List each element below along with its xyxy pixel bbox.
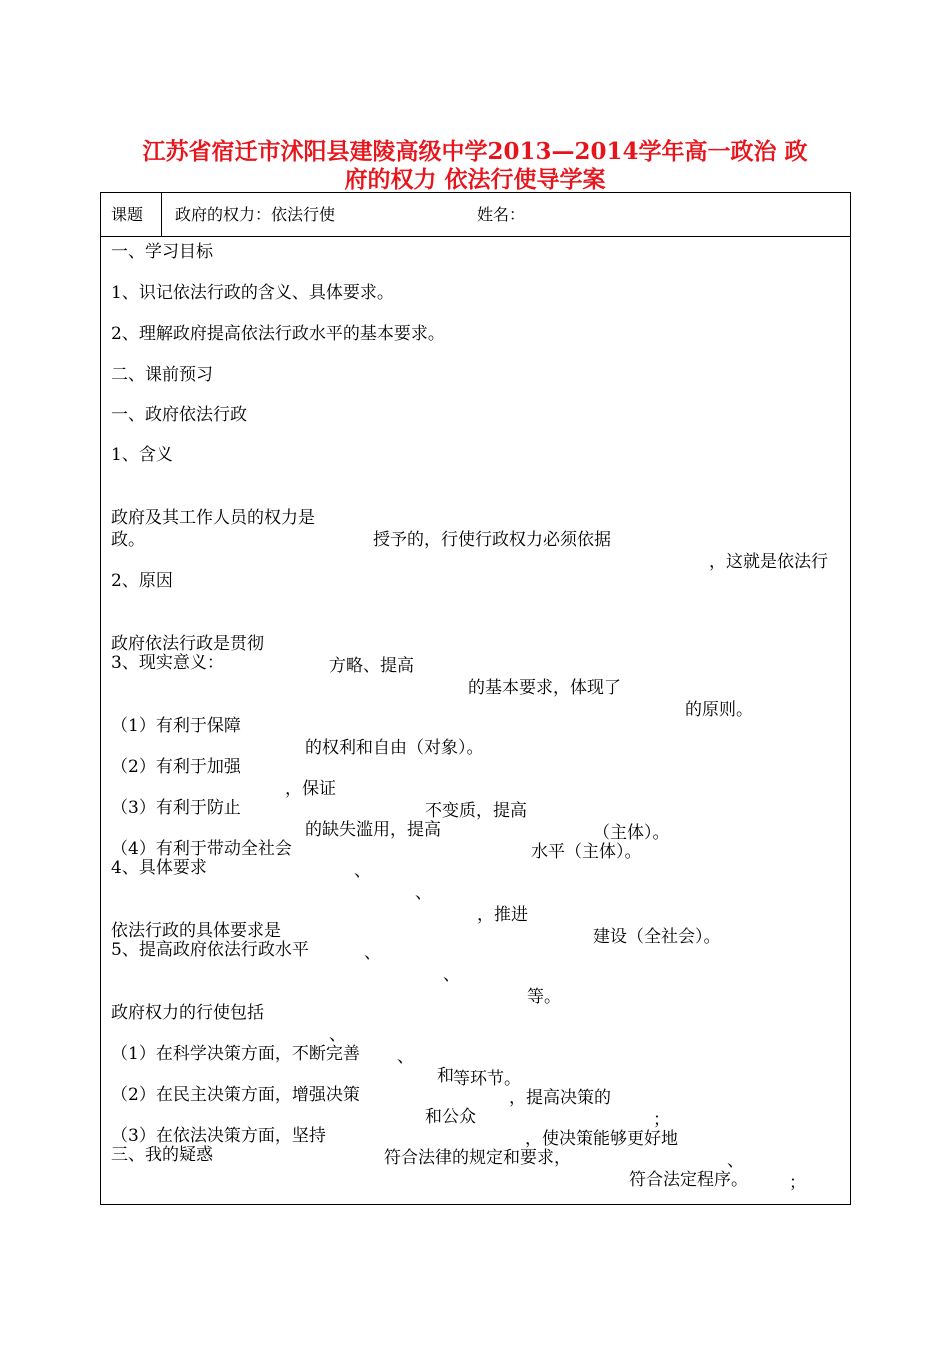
document-title xyxy=(100,138,850,194)
section-heading: 三、我的疑惑 xyxy=(111,1145,213,1165)
text-segment: ，推进 xyxy=(477,905,528,925)
topic-text: 政府的权力：依法行使 xyxy=(175,205,336,224)
fill-in-line: 政。 xyxy=(111,530,145,550)
text-segment: 符合法律的规定和要求， xyxy=(384,1148,571,1168)
text-segment: 、 xyxy=(354,861,371,881)
text-segment: 授予的，行使行政权力必须依据 xyxy=(373,530,611,550)
text-segment: ； xyxy=(789,1173,806,1193)
text-segment: （1）有利于保障 xyxy=(111,716,241,736)
text-segment: 的缺失滥用，提高 xyxy=(305,820,441,840)
text-segment: （2）在民主决策方面，增强决策 xyxy=(111,1085,360,1105)
subsection-heading: 一、政府依法行政 xyxy=(111,405,247,425)
item-heading: 1、含义 xyxy=(111,445,173,465)
text-segment: ，使决策能够更好地 xyxy=(525,1129,678,1149)
text-segment: 不变质，提高 xyxy=(425,801,527,821)
text-segment: 和公众 xyxy=(425,1107,476,1127)
text-segment: ； xyxy=(653,1110,670,1130)
text-segment: 等。 xyxy=(527,987,561,1007)
item-heading: 4、具体要求 xyxy=(111,858,207,878)
item-heading: 5、提高政府依法行政水平 xyxy=(111,940,309,960)
text-segment: （1）在科学决策方面，不断完善 xyxy=(111,1044,360,1064)
worksheet-table xyxy=(100,192,851,1205)
text-segment: 水平（主体）。 xyxy=(531,842,642,862)
text-segment: 的基本要求，体现了 xyxy=(468,678,621,698)
header-row xyxy=(101,193,850,237)
text-segment: （3）在依法决策方面，坚持 xyxy=(111,1126,326,1146)
text-segment: 政府权力的行使包括 xyxy=(111,1003,264,1023)
title-line-1: 江苏省宿迁市沭阳县建陵高级中学2013—2014学年高一政治 政 xyxy=(142,138,808,165)
text-segment: 的原则。 xyxy=(685,700,753,720)
text-segment: 依法行政的具体要求是 xyxy=(111,921,281,941)
text-segment: （4）有利于带动全社会 xyxy=(111,839,292,859)
text-segment: （主体）。 xyxy=(593,823,670,843)
text-segment: ，这就是依法行 xyxy=(709,552,828,572)
text-segment: 方略、提高 xyxy=(329,656,414,676)
text-segment: （3）有利于防止 xyxy=(111,798,241,818)
text-segment: 、 xyxy=(415,883,432,903)
text-segment: ，保证 xyxy=(285,779,336,799)
title-line-2: 府的权力 依法行使导学案 xyxy=(344,166,606,193)
name-field-label[interactable]: 姓名： xyxy=(477,205,526,224)
list-item: 2、理解政府提高依法行政水平的基本要求。 xyxy=(111,324,445,344)
text-segment: 、 xyxy=(443,965,460,985)
text-segment: 政府及其工作人员的权力是 xyxy=(111,508,315,528)
section-heading: 一、学习目标 xyxy=(111,242,213,262)
text-segment: 建设（全社会）。 xyxy=(593,927,721,947)
section-heading: 二、课前预习 xyxy=(111,365,213,385)
text-segment: （2）有利于加强 xyxy=(111,757,241,777)
text-segment: 政府依法行政是贯彻 xyxy=(111,634,264,654)
text-segment: 等环节。 xyxy=(453,1069,521,1089)
text-segment: ，提高决策的 xyxy=(509,1088,611,1108)
text-segment: 和 xyxy=(437,1066,454,1086)
text-segment: 的权利和自由（对象）。 xyxy=(305,738,484,758)
text-segment: 、 xyxy=(727,1151,744,1171)
item-heading: 3、现实意义： xyxy=(111,653,224,673)
text-segment: 、 xyxy=(364,943,381,963)
item-heading: 2、原因 xyxy=(111,571,173,591)
text-segment: 符合法定程序。 xyxy=(629,1170,748,1190)
text-segment: 、 xyxy=(329,1025,346,1045)
course-label: 课题 xyxy=(111,205,144,224)
header-divider xyxy=(161,193,162,236)
list-item: 1、识记依法行政的含义、具体要求。 xyxy=(111,283,394,303)
text-segment: 、 xyxy=(397,1047,414,1067)
